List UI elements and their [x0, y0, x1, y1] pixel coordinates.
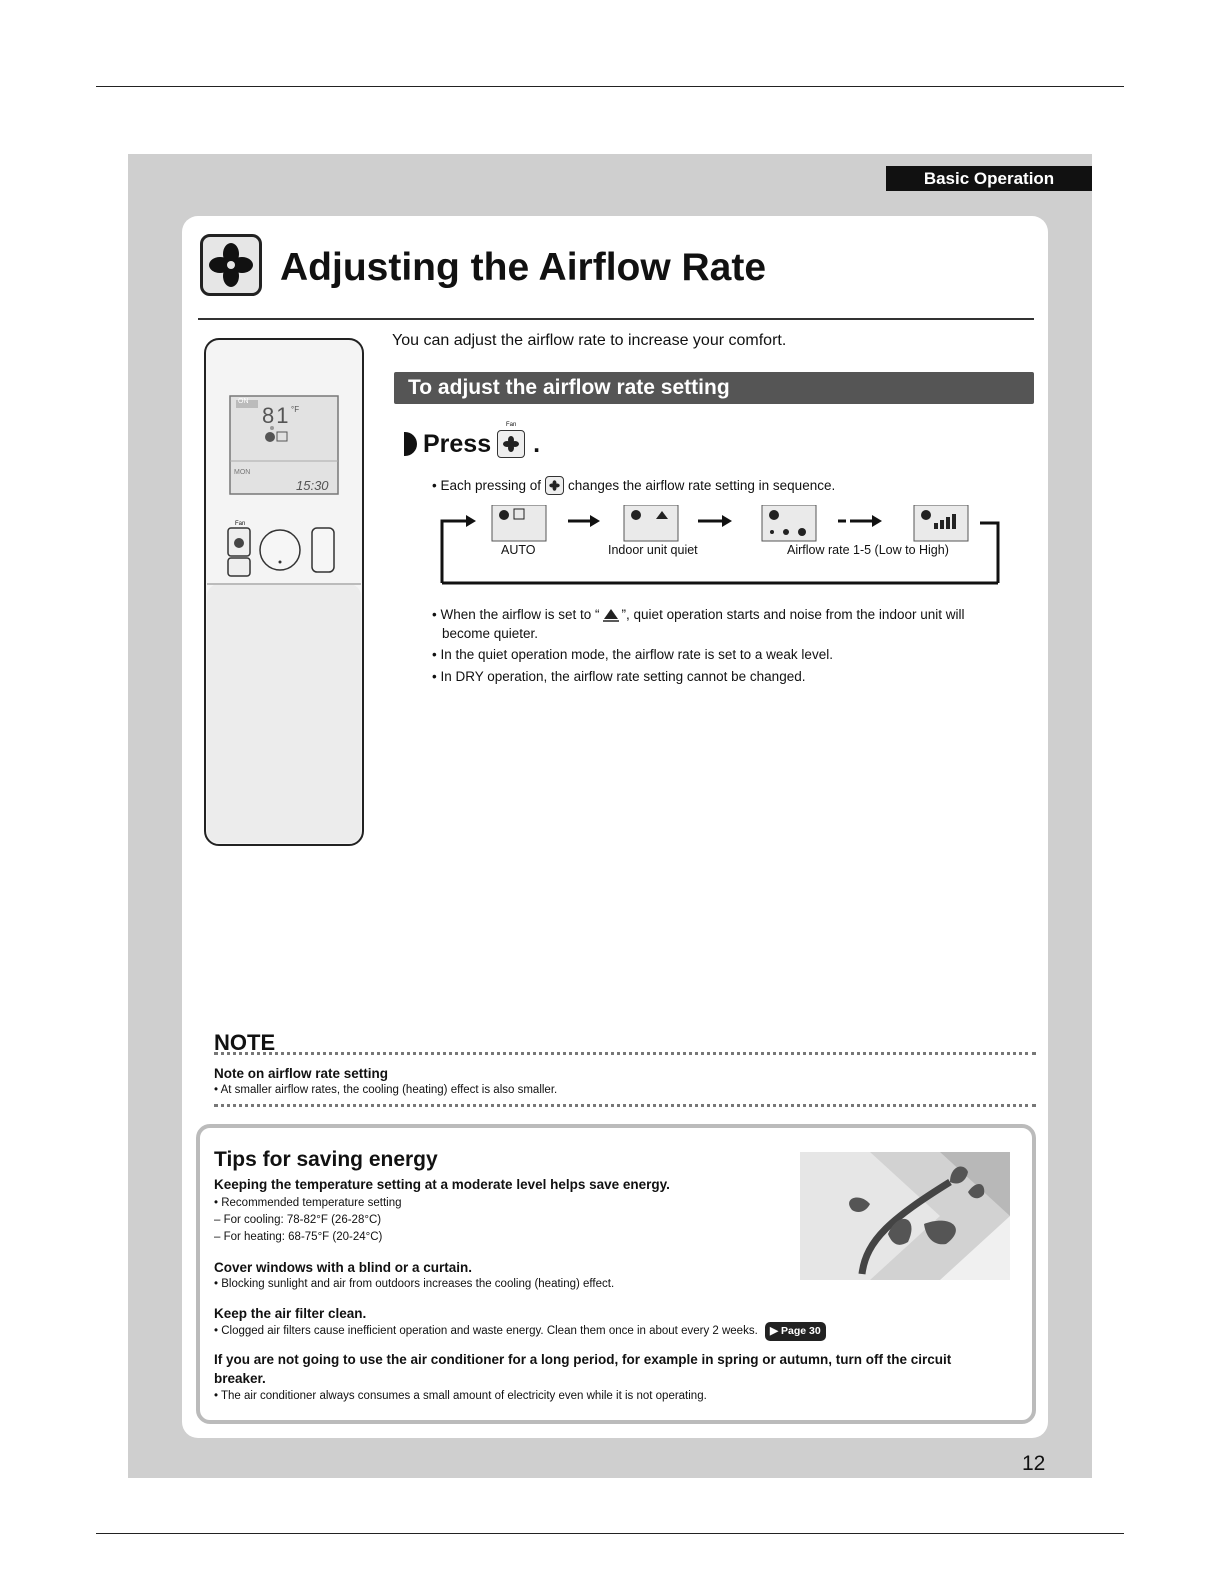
bullet-dry: • In DRY operation, the airflow rate setting cannot be changed.	[432, 669, 806, 684]
tip1-line1: • Recommended temperature setting	[214, 1197, 402, 1209]
fan-button-caption: Fan	[505, 422, 517, 428]
quiet-mode-icon	[602, 608, 620, 622]
section-subheading: To adjust the airflow rate setting	[394, 372, 1034, 404]
remote-temperature: 81	[262, 403, 291, 428]
bullet-each-pressing-post: changes the airflow rate setting in sequence.	[568, 478, 836, 493]
remote-day: MON	[234, 469, 251, 476]
remote-on-label: ON	[238, 398, 249, 405]
tip3-heading: Keep the air filter clean.	[214, 1306, 367, 1321]
bullet-weak-level: • In the quiet operation mode, the airflow rate is set to a weak level.	[432, 647, 833, 662]
top-rule	[96, 86, 1124, 87]
bullet-quiet-post: ”, quiet operation starts and noise from the indoor unit will	[621, 607, 965, 622]
bullet-quiet-cont: become quieter.	[442, 626, 539, 641]
tip4-heading-line2: breaker.	[214, 1371, 266, 1386]
section-tab: Basic Operation	[886, 166, 1092, 191]
note-divider-top	[214, 1052, 1036, 1055]
fan-icon	[548, 479, 561, 492]
fan-button[interactable]	[497, 422, 525, 458]
tip2-text: • Blocking sunlight and air from outdoors increases the cooling (heating) effect.	[214, 1278, 615, 1290]
title-divider	[198, 318, 1034, 320]
bullet-each-pressing	[432, 476, 835, 495]
tip1-line2: – For cooling: 78-82°F (26-28°C)	[214, 1214, 382, 1226]
fan-icon	[200, 234, 262, 296]
note-subtitle: Note on airflow rate setting	[214, 1066, 389, 1081]
press-label: Press	[423, 429, 492, 458]
page-number: 12	[1022, 1452, 1046, 1475]
fan-icon	[501, 434, 521, 454]
step-marker	[404, 432, 417, 456]
sequence-auto-label: AUTO	[501, 543, 536, 557]
note-title: NOTE	[214, 1030, 276, 1055]
intro-text: You can adjust the airflow rate to increase your comfort.	[392, 332, 787, 349]
bullet-quiet-pre: • When the airflow is set to “	[432, 607, 600, 622]
press-step	[404, 422, 540, 466]
sequence-quiet-label: Indoor unit quiet	[608, 543, 698, 557]
press-period: .	[533, 429, 541, 458]
tip3-text: • Clogged air filters cause inefficient operation and waste energy. Clean them once in about every 2 weeks.	[214, 1325, 758, 1337]
tip4-heading-line1: If you are not going to use the air conditioner for a long period, for example in spring or autumn, turn off the circuit	[214, 1352, 952, 1367]
tip3-text-row	[214, 1322, 826, 1341]
remote-time: 15:30	[296, 478, 329, 493]
leaf-illustration	[800, 1152, 1010, 1280]
note-text: • At smaller airflow rates, the cooling (heating) effect is also smaller.	[214, 1084, 558, 1096]
bottom-rule	[96, 1533, 1124, 1534]
tip4-text: • The air conditioner always consumes a small amount of electricity even while it is not operating.	[214, 1390, 707, 1402]
sequence-rate-label: Airflow rate 1-5 (Low to High)	[787, 543, 949, 557]
tip1-heading: Keeping the temperature setting at a moderate level helps save energy.	[214, 1177, 670, 1192]
page-30-link[interactable]: ▶ Page 30	[765, 1322, 826, 1341]
remote-unit: °F	[291, 405, 300, 414]
bullet-each-pressing-pre: • Each pressing of	[432, 478, 542, 493]
bullet-quiet	[432, 605, 964, 624]
fan-button-inline	[545, 476, 564, 495]
tips-title: Tips for saving energy	[214, 1148, 438, 1171]
note-divider-bottom	[214, 1104, 1036, 1107]
page-title: Adjusting the Airflow Rate	[280, 246, 767, 289]
tip1-line3: – For heating: 68-75°F (20-24°C)	[214, 1231, 383, 1243]
tip2-heading: Cover windows with a blind or a curtain.	[214, 1260, 473, 1275]
remote-fan-caption: Fan	[235, 521, 246, 527]
